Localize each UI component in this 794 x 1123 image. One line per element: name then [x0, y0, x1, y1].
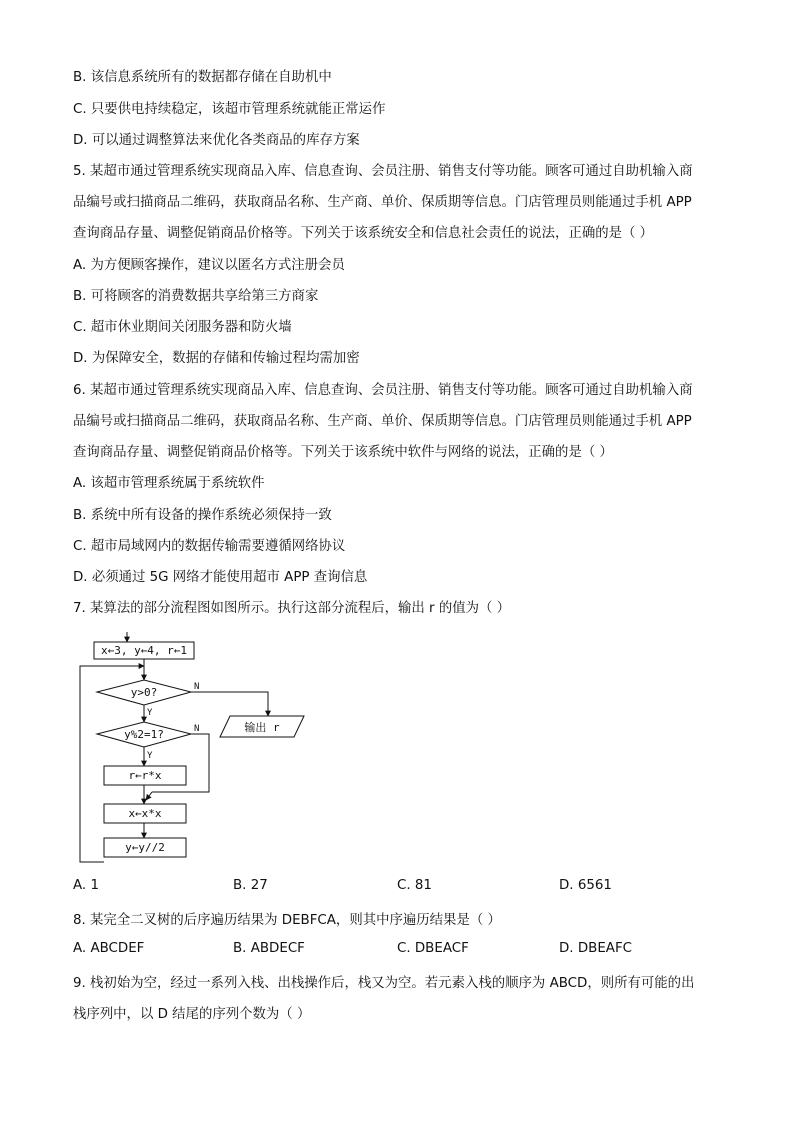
q8-option-d: D. DBEAFC	[559, 941, 632, 956]
q6-option-b: B. 系统中所有设备的操作系统必须保持一致	[73, 508, 332, 523]
q7-option-b: B. 27	[233, 878, 268, 893]
no-label-2: N	[194, 724, 200, 734]
output-label: 输出 r	[244, 721, 280, 734]
q6-stem-line-1: 6. 某超市通过管理系统实现商品入库、信息查询、会员注册、销售支付等功能。顾客可通过自助机输入商	[73, 383, 693, 398]
q6-stem-line-2: 品编号或扫描商品二维码，获取商品名称、生产商、单价、保质期等信息。门店管理员则能通过手机 APP	[73, 414, 692, 429]
q6-option-d: D. 必须通过 5G 网络才能使用超市 APP 查询信息	[73, 570, 368, 585]
yes-label-2: Y	[147, 751, 153, 761]
q8-option-b: B. ABDECF	[233, 941, 305, 956]
q5-stem-line-3: 查询商品存量、调整促销商品价格等。下列关于该系统安全和信息社会责任的说法，正确的是（ ）	[73, 226, 654, 241]
cond1-label: y>0?	[130, 686, 158, 699]
q7-option-c: C. 81	[397, 878, 432, 893]
no-label-1: N	[194, 682, 200, 692]
q6-option-c: C. 超市局域网内的数据传输需要遵循网络协议	[73, 539, 346, 554]
q5-stem-line-1: 5. 某超市通过管理系统实现商品入库、信息查询、会员注册、销售支付等功能。顾客可通过自助机输入商	[73, 164, 693, 179]
q5-option-a: A. 为方便顾客操作，建议以匿名方式注册会员	[73, 258, 345, 273]
cond2-label: y%2=1?	[124, 728, 164, 741]
step-r-label: r←r*x	[128, 769, 162, 782]
q5-option-b: B. 可将顾客的消费数据共享给第三方商家	[73, 289, 319, 304]
q5-stem-line-2: 品编号或扫描商品二维码，获取商品名称、生产商、单价、保质期等信息。门店管理员则能通过手机 APP	[73, 195, 692, 210]
q7-stem: 7. 某算法的部分流程图如图所示。执行这部分流程后，输出 r 的值为（ ）	[73, 601, 511, 616]
q6-stem-line-3: 查询商品存量、调整促销商品价格等。下列关于该系统中软件与网络的说法，正确的是（ ）	[73, 445, 613, 460]
q8-option-a: A. ABCDEF	[73, 941, 145, 956]
q5-option-c: C. 超市休业期间关闭服务器和防火墙	[73, 320, 292, 335]
q4-option-c: C. 只要供电持续稳定，该超市管理系统就能正常运作	[73, 102, 386, 117]
q7-option-d: D. 6561	[559, 878, 612, 893]
init-label: x←3, y←4, r←1	[100, 644, 188, 657]
q4-option-d: D. 可以通过调整算法来优化各类商品的库存方案	[73, 133, 360, 148]
q8-option-c: C. DBEACF	[397, 941, 469, 956]
q8-stem: 8. 某完全二叉树的后序遍历结果为 DEBFCA，则其中序遍历结果是（ ）	[73, 913, 501, 928]
q7-option-a: A. 1	[73, 878, 99, 893]
q9-stem-line-2: 栈序列中，以 D 结尾的序列个数为（ ）	[73, 1007, 311, 1022]
yes-label-1: Y	[147, 708, 153, 718]
q9-stem-line-1: 9. 栈初始为空，经过一系列入栈、出栈操作后，栈又为空。若元素入栈的顺序为 ABCD，则所有可能的出	[73, 976, 695, 991]
q6-option-a: A. 该超市管理系统属于系统软件	[73, 476, 265, 491]
step-y-label: y←y//2	[125, 841, 165, 854]
step-x-label: x←x*x	[128, 807, 162, 820]
q5-option-d: D. 为保障安全，数据的存储和传输过程均需加密	[73, 351, 360, 366]
q4-option-b: B. 该信息系统所有的数据都存储在自助机中	[73, 70, 332, 85]
flowchart	[70, 630, 390, 870]
